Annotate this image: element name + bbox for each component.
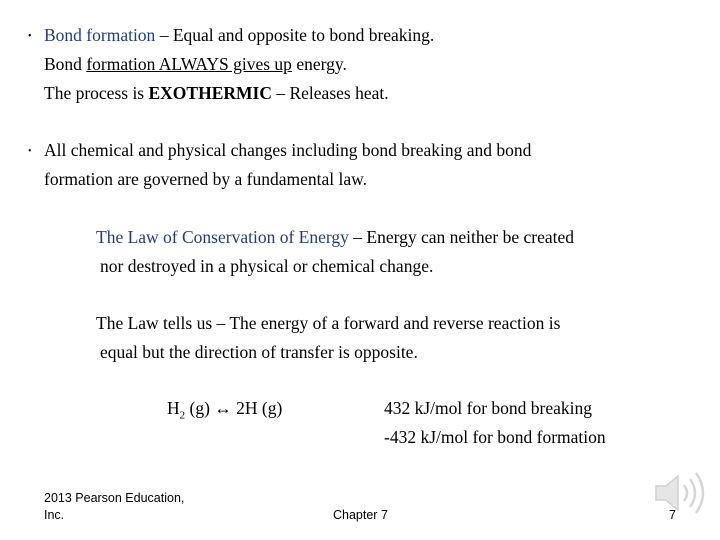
bullet1-line1-rest: – Equal and opposite to bond breaking. bbox=[155, 25, 435, 45]
bond-formation-term: Bond formation bbox=[44, 25, 156, 45]
tells-line1: The Law tells us – The energy of a forward and reverse reaction is bbox=[96, 313, 561, 333]
law-line1-rest: – Energy can neither be created bbox=[348, 227, 574, 247]
bond-breaking-energy: 432 kJ/mol for bond breaking bbox=[384, 398, 593, 418]
equation-subscript: 2 bbox=[179, 409, 186, 422]
bullet-marker: • bbox=[28, 146, 32, 157]
copyright bbox=[44, 490, 184, 524]
bullet1-line3-c: – Releases heat. bbox=[271, 83, 389, 103]
bullet1-line3 bbox=[44, 83, 389, 103]
equation-rest: (g) ↔ 2H (g) bbox=[185, 398, 283, 418]
bullet1-line2-b: formation ALWAYS gives up bbox=[86, 54, 292, 74]
tells-line2: equal but the direction of transfer is opposite. bbox=[100, 342, 418, 362]
page-number: 7 bbox=[669, 508, 676, 522]
bullet1-line2-c: energy. bbox=[291, 54, 347, 74]
exothermic-term: EXOTHERMIC bbox=[148, 83, 272, 103]
bullet2-line1: All chemical and physical changes including bond breaking and bond bbox=[44, 140, 532, 160]
speaker-icon[interactable] bbox=[652, 468, 708, 518]
bullet-marker: • bbox=[28, 31, 32, 42]
copyright-line2: Inc. bbox=[44, 508, 65, 522]
law-line2: nor destroyed in a physical or chemical change. bbox=[100, 256, 434, 276]
chapter-label: Chapter 7 bbox=[333, 508, 388, 522]
bullet1-line1 bbox=[44, 25, 434, 45]
law-line1 bbox=[96, 227, 574, 247]
bullet2-line2: formation are governed by a fundamental law. bbox=[44, 169, 367, 189]
formation-always-gives-up bbox=[86, 54, 292, 74]
equation bbox=[167, 398, 283, 422]
bullet1-line2 bbox=[44, 54, 347, 74]
copyright-line1: 2013 Pearson Education, bbox=[44, 491, 185, 505]
bullet1-line2-a: Bond bbox=[44, 54, 87, 74]
law-name: The Law of Conservation of Energy bbox=[96, 227, 349, 247]
bond-formation-energy: -432 kJ/mol for bond formation bbox=[384, 427, 606, 447]
equation-h: H bbox=[167, 398, 180, 418]
bullet1-line3-a: The process is bbox=[44, 83, 149, 103]
